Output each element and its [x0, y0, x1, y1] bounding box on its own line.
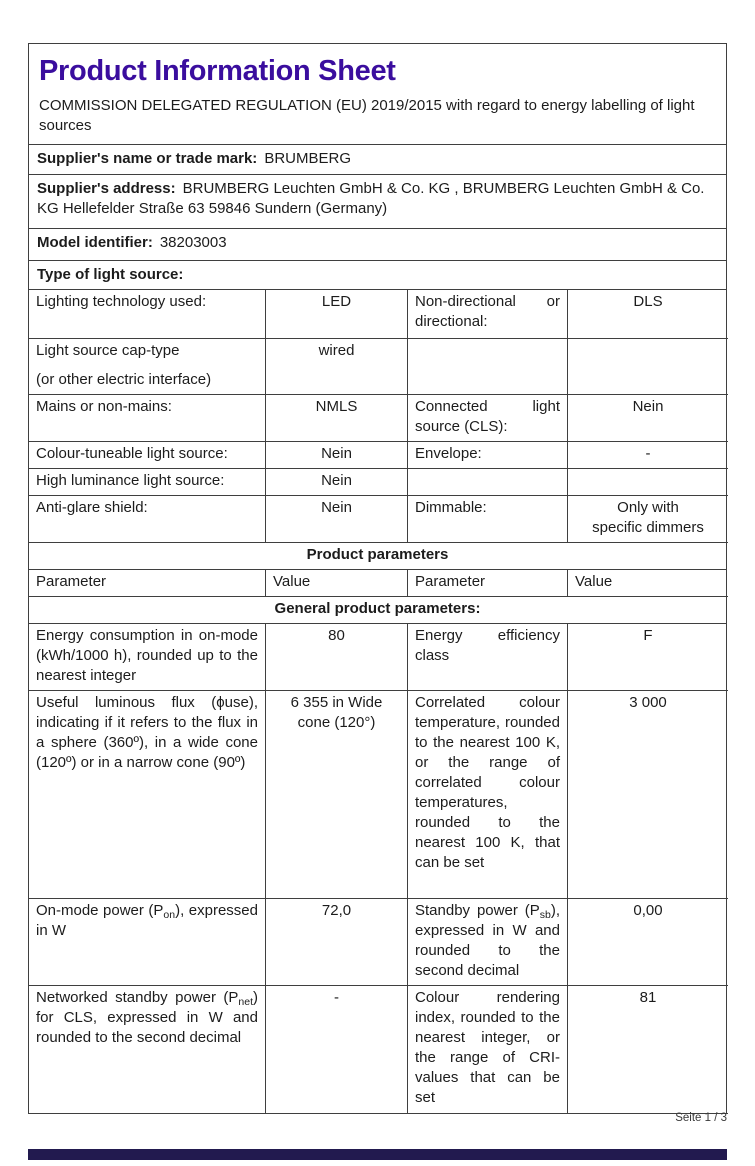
standby-power-text: ), expressed in W and rounded to the second decimal	[415, 902, 560, 979]
value-anti-glare: Nein	[266, 496, 408, 543]
on-mode-power-text: On-mode power (P	[36, 902, 164, 919]
model-identifier-cell	[29, 229, 726, 261]
param-mains: Mains or non-mains:	[29, 395, 266, 442]
empty-cell	[568, 339, 728, 395]
type-of-light-source-cell	[29, 261, 726, 290]
datasheet-table	[28, 43, 727, 1114]
cap-type-line1: Light source cap-type	[36, 342, 180, 359]
value-on-mode-power: 72,0	[266, 899, 408, 986]
standby-power-text: Standby power (P	[415, 902, 540, 919]
param-energy-efficiency-class: Energy efficiency class	[408, 624, 568, 691]
table-row	[29, 339, 726, 395]
table-row	[29, 290, 726, 339]
value-correlated-colour-temperature: 3 000	[568, 691, 728, 899]
table-row	[29, 899, 726, 986]
supplier-address-value: BRUMBERG Leuchten GmbH & Co. KG , BRUMBERG Leuchten GmbH & Co. KG Hellefelder Straße 63 59846 Sundern (Germany)	[37, 180, 705, 217]
page-number: Seite 1 / 3	[675, 1112, 727, 1124]
value-networked-standby-power: -	[266, 986, 408, 1114]
empty-cell	[408, 469, 568, 496]
param-high-luminance: High luminance light source:	[29, 469, 266, 496]
networked-standby-text: Networked standby power (P	[36, 989, 239, 1006]
table-row	[29, 442, 726, 469]
param-envelope: Envelope:	[408, 442, 568, 469]
column-header-row	[29, 570, 726, 597]
param-colour-tuneable: Colour-tuneable light source:	[29, 442, 266, 469]
param-energy-consumption: Energy consumption in on-mode (kWh/1000 h), rounded up to the nearest integer	[29, 624, 266, 691]
on-mode-power-text: ), expressed in W	[36, 902, 258, 939]
param-connected-light-source: Connected light source (CLS):	[408, 395, 568, 442]
param-cap-type	[29, 339, 266, 395]
value-connected-light-source: Nein	[568, 395, 728, 442]
value-colour-tuneable: Nein	[266, 442, 408, 469]
value-envelope: -	[568, 442, 728, 469]
supplier-name-row	[29, 145, 726, 175]
type-of-light-source-row	[29, 261, 726, 290]
cap-type-line2: (or other electric interface)	[36, 371, 212, 388]
value-energy-efficiency-class: F	[568, 624, 728, 691]
param-directionality: Non-directional or directional:	[408, 290, 568, 339]
footer-bar	[28, 1149, 727, 1160]
supplier-name-cell	[29, 145, 726, 175]
networked-standby-text: ) for CLS, expressed in W and rounded to the second decimal	[36, 989, 258, 1046]
general-parameters-title: General product parameters:	[29, 597, 726, 624]
model-identifier-label: Model identifier:	[37, 234, 153, 251]
table-row	[29, 395, 726, 442]
param-useful-luminous-flux: Useful luminous flux (ϕuse), indicating if it refers to the flux in a sphere (360º), in a wide cone (120º) or in a narrow cone (90º)	[29, 691, 266, 899]
value-useful-luminous-flux	[266, 691, 408, 899]
param-lighting-technology: Lighting technology used:	[29, 290, 266, 339]
value-high-luminance: Nein	[266, 469, 408, 496]
type-of-light-source-label: Type of light source:	[37, 266, 184, 283]
on-mode-power-subscript: on	[163, 909, 176, 921]
param-on-mode-power	[29, 899, 266, 986]
empty-cell	[408, 339, 568, 395]
param-networked-standby-power	[29, 986, 266, 1114]
general-parameters-section-row	[29, 597, 726, 624]
product-parameters-title: Product parameters	[29, 543, 726, 570]
value-energy-consumption: 80	[266, 624, 408, 691]
networked-standby-subscript: net	[238, 996, 253, 1008]
supplier-name-label: Supplier's name or trade mark:	[37, 150, 258, 167]
model-identifier-row	[29, 229, 726, 261]
column-header-value-2: Value	[568, 570, 728, 597]
header-cell	[29, 44, 726, 145]
table-row	[29, 496, 726, 543]
table-row	[29, 986, 726, 1114]
table-row	[29, 691, 726, 899]
product-parameters-section-row	[29, 543, 726, 570]
param-dimmable: Dimmable:	[408, 496, 568, 543]
param-standby-power	[408, 899, 568, 986]
model-identifier-value: 38203003	[159, 234, 227, 251]
value-cap-type: wired	[266, 339, 408, 395]
value-standby-power: 0,00	[568, 899, 728, 986]
value-lighting-technology: LED	[266, 290, 408, 339]
supplier-address-label: Supplier's address:	[37, 180, 176, 197]
empty-cell	[568, 469, 728, 496]
column-header-parameter-2: Parameter	[408, 570, 568, 597]
luminous-flux-value-text: 6 355 in Wide cone (120°)	[290, 694, 383, 731]
supplier-name-value: BRUMBERG	[264, 150, 351, 167]
regulation-subtitle: COMMISSION DELEGATED REGULATION (EU) 2019/2015 with regard to energy labelling of light sources	[39, 97, 695, 134]
supplier-address-cell	[29, 175, 726, 229]
param-colour-rendering-index: Colour rendering index, rounded to the nearest integer, or the range of CRI-values that can be set	[408, 986, 568, 1114]
param-anti-glare: Anti-glare shield:	[29, 496, 266, 543]
dimmable-value-text: Only with specific dimmers	[592, 499, 704, 536]
table-row	[29, 469, 726, 496]
page-title: Product Information Sheet	[39, 55, 396, 87]
value-colour-rendering-index: 81	[568, 986, 728, 1114]
param-correlated-colour-temperature: Correlated colour temperature, rounded to the nearest 100 K, or the range of correlated colour temperatures, rounded to the nearest 100 K, that can be set	[408, 691, 568, 899]
header-row	[29, 44, 726, 145]
column-header-parameter-1: Parameter	[29, 570, 266, 597]
value-directionality: DLS	[568, 290, 728, 339]
column-header-value-1: Value	[266, 570, 408, 597]
table-row	[29, 624, 726, 691]
standby-power-subscript: sb	[539, 909, 551, 921]
value-dimmable	[568, 496, 728, 543]
supplier-address-row	[29, 175, 726, 229]
value-mains: NMLS	[266, 395, 408, 442]
